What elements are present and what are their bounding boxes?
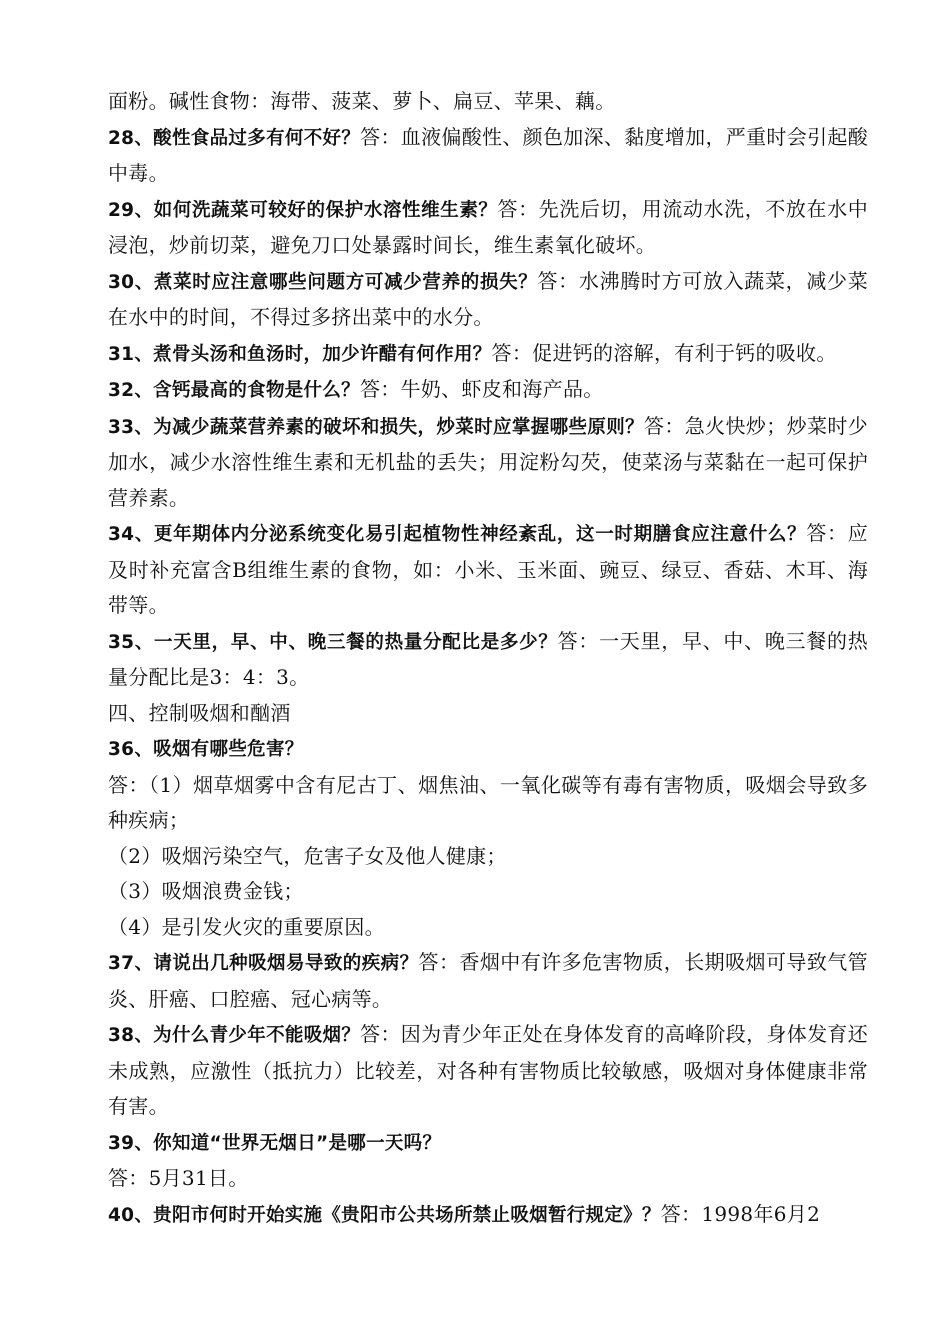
qa-item-38 <box>108 1017 868 1125</box>
qa-item-29 <box>108 192 868 264</box>
qa-item-36-question <box>108 731 868 768</box>
answer-39: 答：5月31日。 <box>108 1166 249 1190</box>
document-body <box>108 84 868 1233</box>
answer-32: 答：牛奶、虾皮和海产品。 <box>359 377 604 401</box>
answer-37: 答：香烟中有许多危害物质，长期吸烟可导致气管炎、肝癌、口腔癌、冠心病等。 <box>108 950 868 1011</box>
question-33: 33、为减少蔬菜营养素的破坏和损失，炒菜时应掌握哪些原则？ <box>108 416 644 438</box>
qa-item-30 <box>108 264 868 336</box>
qa-item-32 <box>108 372 868 409</box>
qa-item-36-answer-3 <box>108 874 868 910</box>
question-39: 39、你知道“世界无烟日”是哪一天吗？ <box>108 1132 442 1154</box>
question-29: 29、如何洗蔬菜可较好的保护水溶性维生素？ <box>108 199 498 221</box>
answer-30: 答：水沸腾时方可放入蔬菜，减少菜在水中的时间，不得过多挤出菜中的水分。 <box>108 268 868 329</box>
qa-item-40 <box>108 1197 868 1234</box>
question-36: 36、吸烟有哪些危害？ <box>108 739 304 760</box>
paragraph-food-continuation <box>108 84 868 120</box>
qa-item-36-answer-2 <box>108 839 868 875</box>
question-31: 31、煮骨头汤和鱼汤时，加少许醋有何作用？ <box>108 343 492 365</box>
question-37: 37、请说出几种吸烟易导致的疾病？ <box>108 953 419 974</box>
question-28: 28、酸性食品过多有何不好？ <box>108 127 361 149</box>
qa-item-36-answer-4 <box>108 910 868 946</box>
section-heading-text: 四、控制吸烟和酗酒 <box>108 700 291 725</box>
qa-item-28 <box>108 120 868 192</box>
question-32: 32、含钙最高的食物是什么？ <box>108 380 360 401</box>
section-heading-4 <box>108 696 868 732</box>
question-38: 38、为什么青少年不能吸烟？ <box>108 1025 361 1046</box>
answer-36-point-3: （3）吸烟浪费金钱； <box>108 879 304 903</box>
qa-item-37 <box>108 945 868 1017</box>
qa-item-34 <box>108 516 868 624</box>
question-40: 40、贵阳市何时开始实施《贵阳市公共场所禁止吸烟暂行规定》？ <box>108 1204 661 1226</box>
answer-34: 答：应及时补充富含B组维生素的食物，如：小米、玉米面、豌豆、绿豆、香菇、木耳、海带等。 <box>108 521 868 617</box>
qa-item-31 <box>108 336 868 373</box>
answer-29: 答：先洗后切，用流动水洗，不放在水中浸泡，炒前切菜，避免刀口处暴露时间长，维生素氧化破坏。 <box>108 196 869 257</box>
paragraph-text: 面粉。碱性食物：海带、菠菜、萝卜、扁豆、苹果、藕。 <box>108 89 616 113</box>
answer-38: 答：因为青少年正处在身体发育的高峰阶段，身体发育还未成熟，应激性（抵抗力）比较差，对各种有害物质比较敏感，吸烟对身体健康非常有害。 <box>108 1022 868 1118</box>
answer-33: 答：急火快炒；炒菜时少加水，减少水溶性维生素和无机盐的丢失；用淀粉勾芡，使菜汤与菜黏在一起可保护营养素。 <box>108 413 868 510</box>
answer-28: 答：血液偏酸性、颜色加深、黏度增加，严重时会引起酸中毒。 <box>108 124 868 185</box>
qa-item-39-question <box>108 1125 868 1162</box>
question-35: 35、一天里，早、中、晚三餐的热量分配比是多少？ <box>108 631 558 653</box>
answer-36-point-4: （4）是引发火灾的重要原因。 <box>108 914 385 939</box>
qa-item-35 <box>108 624 868 696</box>
qa-item-39-answer <box>108 1161 868 1197</box>
question-34: 34、更年期体内分泌系统变化易引起植物性神经紊乱，这一时期膳食应注意什么？ <box>108 524 807 545</box>
answer-36-point-2: （2）吸烟污染空气，危害子女及他人健康； <box>108 843 507 868</box>
answer-36-point-1: 答：（1）烟草烟雾中含有尼古丁、烟焦油、一氧化碳等有毒有害物质，吸烟会导致多种疾病； <box>108 772 868 832</box>
question-30: 30、煮菜时应注意哪些问题方可减少营养的损失？ <box>108 271 538 293</box>
answer-31: 答：促进钙的溶解，有利于钙的吸收。 <box>491 340 837 365</box>
qa-item-33 <box>108 409 868 517</box>
qa-item-36-answer-1 <box>108 768 868 839</box>
answer-35: 答：一天里，早、中、晚三餐的热量分配比是3：4：3。 <box>108 628 869 689</box>
answer-40: 答：1998年6月2 <box>660 1201 821 1226</box>
